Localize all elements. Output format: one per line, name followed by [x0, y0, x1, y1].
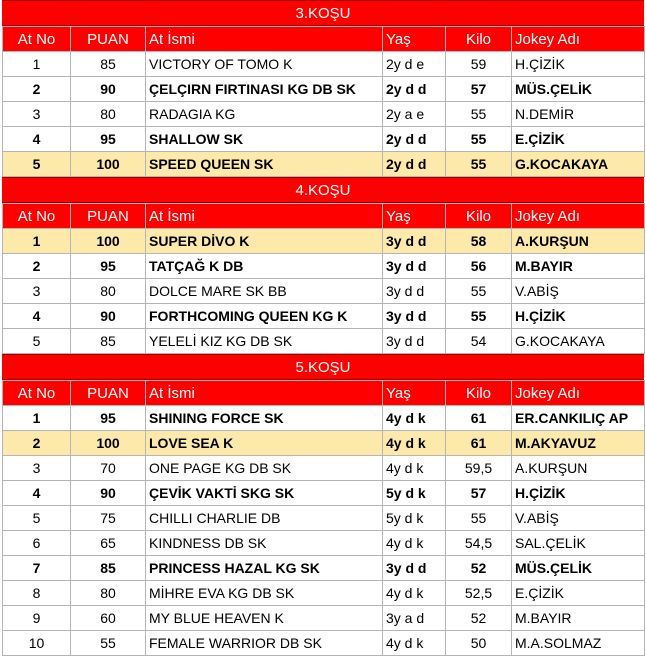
header-row — [3, 27, 645, 52]
cell-puan: 90 — [71, 304, 146, 329]
cell-at-ismi: ONE PAGE KG DB SK — [146, 456, 383, 481]
cell-at-no: 5 — [3, 506, 71, 531]
cell-yas: 4y d k — [383, 431, 446, 456]
header-yas: Yaş — [383, 381, 446, 406]
cell-yas: 3y d d — [383, 556, 446, 581]
cell-at-ismi: ÇEVİK VAKTİ SKG SK — [146, 481, 383, 506]
cell-kilo: 61 — [446, 406, 512, 431]
cell-jokey-adi: N.DEMİR — [512, 102, 645, 127]
race-table — [2, 203, 645, 354]
cell-at-no: 5 — [3, 152, 71, 177]
cell-jokey-adi: V.ABİŞ — [512, 506, 645, 531]
table-row — [3, 506, 645, 531]
table-row — [3, 254, 645, 279]
cell-kilo: 52,5 — [446, 581, 512, 606]
cell-jokey-adi: M.BAYIR — [512, 254, 645, 279]
cell-kilo: 54,5 — [446, 531, 512, 556]
cell-at-no: 10 — [3, 631, 71, 656]
table-row — [3, 329, 645, 354]
cell-yas: 5y d k — [383, 481, 446, 506]
cell-jokey-adi: A.KURŞUN — [512, 229, 645, 254]
cell-puan: 75 — [71, 506, 146, 531]
cell-yas: 3y d d — [383, 329, 446, 354]
header-kilo: Kilo — [446, 381, 512, 406]
header-at-ismi: At İsmi — [146, 27, 383, 52]
cell-puan: 90 — [71, 77, 146, 102]
cell-at-no: 3 — [3, 102, 71, 127]
cell-at-ismi: RADAGIA KG — [146, 102, 383, 127]
table-row — [3, 556, 645, 581]
cell-kilo: 55 — [446, 102, 512, 127]
cell-at-ismi: ÇELÇIRN FIRTINASI KG DB SK — [146, 77, 383, 102]
cell-puan: 80 — [71, 102, 146, 127]
cell-yas: 3y d d — [383, 304, 446, 329]
header-puan: PUAN — [71, 381, 146, 406]
cell-yas: 2y d e — [383, 52, 446, 77]
cell-jokey-adi: MÜS.ÇELİK — [512, 77, 645, 102]
table-row — [3, 229, 645, 254]
table-row — [3, 581, 645, 606]
header-yas: Yaş — [383, 27, 446, 52]
cell-kilo: 50 — [446, 631, 512, 656]
race-block — [2, 0, 644, 177]
cell-kilo: 52 — [446, 606, 512, 631]
cell-at-ismi: PRINCESS HAZAL KG SK — [146, 556, 383, 581]
header-at-no: At No — [3, 27, 71, 52]
cell-jokey-adi: SAL.ÇELİK — [512, 531, 645, 556]
race-table — [2, 26, 645, 177]
cell-at-ismi: SUPER DİVO K — [146, 229, 383, 254]
race-table — [2, 380, 645, 656]
table-row — [3, 531, 645, 556]
cell-yas: 3y d d — [383, 229, 446, 254]
cell-at-no: 2 — [3, 77, 71, 102]
cell-kilo: 52 — [446, 556, 512, 581]
cell-at-no: 3 — [3, 279, 71, 304]
cell-kilo: 57 — [446, 481, 512, 506]
cell-kilo: 59,5 — [446, 456, 512, 481]
cell-puan: 85 — [71, 52, 146, 77]
cell-at-ismi: DOLCE MARE SK BB — [146, 279, 383, 304]
header-jokey-adi: Jokey Adı — [512, 27, 645, 52]
table-row — [3, 102, 645, 127]
cell-at-no: 1 — [3, 406, 71, 431]
header-at-no: At No — [3, 204, 71, 229]
cell-at-no: 7 — [3, 556, 71, 581]
cell-at-no: 2 — [3, 431, 71, 456]
table-row — [3, 279, 645, 304]
cell-puan: 95 — [71, 406, 146, 431]
cell-kilo: 55 — [446, 304, 512, 329]
cell-jokey-adi: G.KOCAKAYA — [512, 329, 645, 354]
cell-kilo: 55 — [446, 127, 512, 152]
cell-jokey-adi: M.BAYIR — [512, 606, 645, 631]
table-row — [3, 77, 645, 102]
cell-jokey-adi: E.ÇİZİK — [512, 127, 645, 152]
cell-jokey-adi: M.A.SOLMAZ — [512, 631, 645, 656]
cell-at-ismi: YELELİ KIZ KG DB SK — [146, 329, 383, 354]
cell-at-ismi: TATÇAĞ K DB — [146, 254, 383, 279]
table-row — [3, 52, 645, 77]
cell-puan: 100 — [71, 152, 146, 177]
cell-puan: 85 — [71, 556, 146, 581]
header-kilo: Kilo — [446, 204, 512, 229]
cell-at-ismi: FEMALE WARRIOR DB SK — [146, 631, 383, 656]
cell-at-no: 6 — [3, 531, 71, 556]
cell-at-ismi: VICTORY OF TOMO K — [146, 52, 383, 77]
table-row — [3, 631, 645, 656]
cell-kilo: 55 — [446, 279, 512, 304]
race-title: 3.KOŞU — [2, 0, 644, 26]
cell-yas: 2y d d — [383, 152, 446, 177]
cell-puan: 55 — [71, 631, 146, 656]
cell-at-no: 1 — [3, 229, 71, 254]
race-title: 4.KOŞU — [2, 177, 644, 203]
cell-yas: 4y d k — [383, 456, 446, 481]
cell-puan: 90 — [71, 481, 146, 506]
cell-jokey-adi: M.AKYAVUZ — [512, 431, 645, 456]
cell-puan: 80 — [71, 581, 146, 606]
cell-kilo: 55 — [446, 506, 512, 531]
cell-jokey-adi: MÜS.ÇELİK — [512, 556, 645, 581]
cell-yas: 3y d d — [383, 279, 446, 304]
cell-puan: 65 — [71, 531, 146, 556]
cell-yas: 2y d d — [383, 77, 446, 102]
cell-at-no: 1 — [3, 52, 71, 77]
cell-jokey-adi: ER.CANKILIÇ AP — [512, 406, 645, 431]
cell-yas: 4y d k — [383, 581, 446, 606]
cell-kilo: 57 — [446, 77, 512, 102]
cell-jokey-adi: A.KURŞUN — [512, 456, 645, 481]
cell-puan: 70 — [71, 456, 146, 481]
header-at-no: At No — [3, 381, 71, 406]
cell-yas: 2y d d — [383, 127, 446, 152]
cell-jokey-adi: H.ÇİZİK — [512, 52, 645, 77]
cell-puan: 85 — [71, 329, 146, 354]
race-block — [2, 354, 644, 656]
cell-kilo: 55 — [446, 152, 512, 177]
table-row — [3, 431, 645, 456]
cell-kilo: 59 — [446, 52, 512, 77]
cell-puan: 95 — [71, 127, 146, 152]
cell-at-no: 5 — [3, 329, 71, 354]
cell-at-ismi: SPEED QUEEN SK — [146, 152, 383, 177]
header-row — [3, 204, 645, 229]
cell-yas: 4y d k — [383, 531, 446, 556]
header-at-ismi: At İsmi — [146, 204, 383, 229]
cell-kilo: 54 — [446, 329, 512, 354]
race-block — [2, 177, 644, 354]
header-at-ismi: At İsmi — [146, 381, 383, 406]
cell-at-ismi: LOVE SEA K — [146, 431, 383, 456]
cell-at-no: 2 — [3, 254, 71, 279]
cell-at-ismi: SHALLOW SK — [146, 127, 383, 152]
header-jokey-adi: Jokey Adı — [512, 381, 645, 406]
header-puan: PUAN — [71, 204, 146, 229]
table-row — [3, 406, 645, 431]
cell-kilo: 58 — [446, 229, 512, 254]
cell-at-no: 9 — [3, 606, 71, 631]
cell-at-ismi: FORTHCOMING QUEEN KG K — [146, 304, 383, 329]
cell-kilo: 61 — [446, 431, 512, 456]
cell-at-no: 8 — [3, 581, 71, 606]
cell-kilo: 56 — [446, 254, 512, 279]
cell-at-ismi: CHILLI CHARLIE DB — [146, 506, 383, 531]
cell-at-no: 4 — [3, 127, 71, 152]
cell-yas: 3y d d — [383, 254, 446, 279]
race-sheet — [2, 0, 644, 656]
cell-at-ismi: MY BLUE HEAVEN K — [146, 606, 383, 631]
cell-jokey-adi: G.KOCAKAYA — [512, 152, 645, 177]
cell-puan: 100 — [71, 431, 146, 456]
cell-puan: 95 — [71, 254, 146, 279]
cell-jokey-adi: H.ÇİZİK — [512, 481, 645, 506]
cell-puan: 60 — [71, 606, 146, 631]
header-kilo: Kilo — [446, 27, 512, 52]
cell-jokey-adi: E.ÇİZİK — [512, 581, 645, 606]
cell-puan: 100 — [71, 229, 146, 254]
cell-yas: 2y a e — [383, 102, 446, 127]
cell-yas: 5y d k — [383, 506, 446, 531]
cell-jokey-adi: V.ABİŞ — [512, 279, 645, 304]
cell-at-ismi: KINDNESS DB SK — [146, 531, 383, 556]
cell-puan: 80 — [71, 279, 146, 304]
table-row — [3, 456, 645, 481]
cell-yas: 4y d k — [383, 406, 446, 431]
cell-at-no: 4 — [3, 481, 71, 506]
table-row — [3, 127, 645, 152]
cell-yas: 4y d k — [383, 631, 446, 656]
table-row — [3, 152, 645, 177]
header-yas: Yaş — [383, 204, 446, 229]
header-row — [3, 381, 645, 406]
table-row — [3, 606, 645, 631]
header-puan: PUAN — [71, 27, 146, 52]
table-row — [3, 304, 645, 329]
cell-at-no: 3 — [3, 456, 71, 481]
table-row — [3, 481, 645, 506]
race-title: 5.KOŞU — [2, 354, 644, 380]
cell-jokey-adi: H.ÇİZİK — [512, 304, 645, 329]
cell-yas: 3y a d — [383, 606, 446, 631]
cell-at-ismi: SHINING FORCE SK — [146, 406, 383, 431]
cell-at-no: 4 — [3, 304, 71, 329]
header-jokey-adi: Jokey Adı — [512, 204, 645, 229]
cell-at-ismi: MİHRE EVA KG DB SK — [146, 581, 383, 606]
